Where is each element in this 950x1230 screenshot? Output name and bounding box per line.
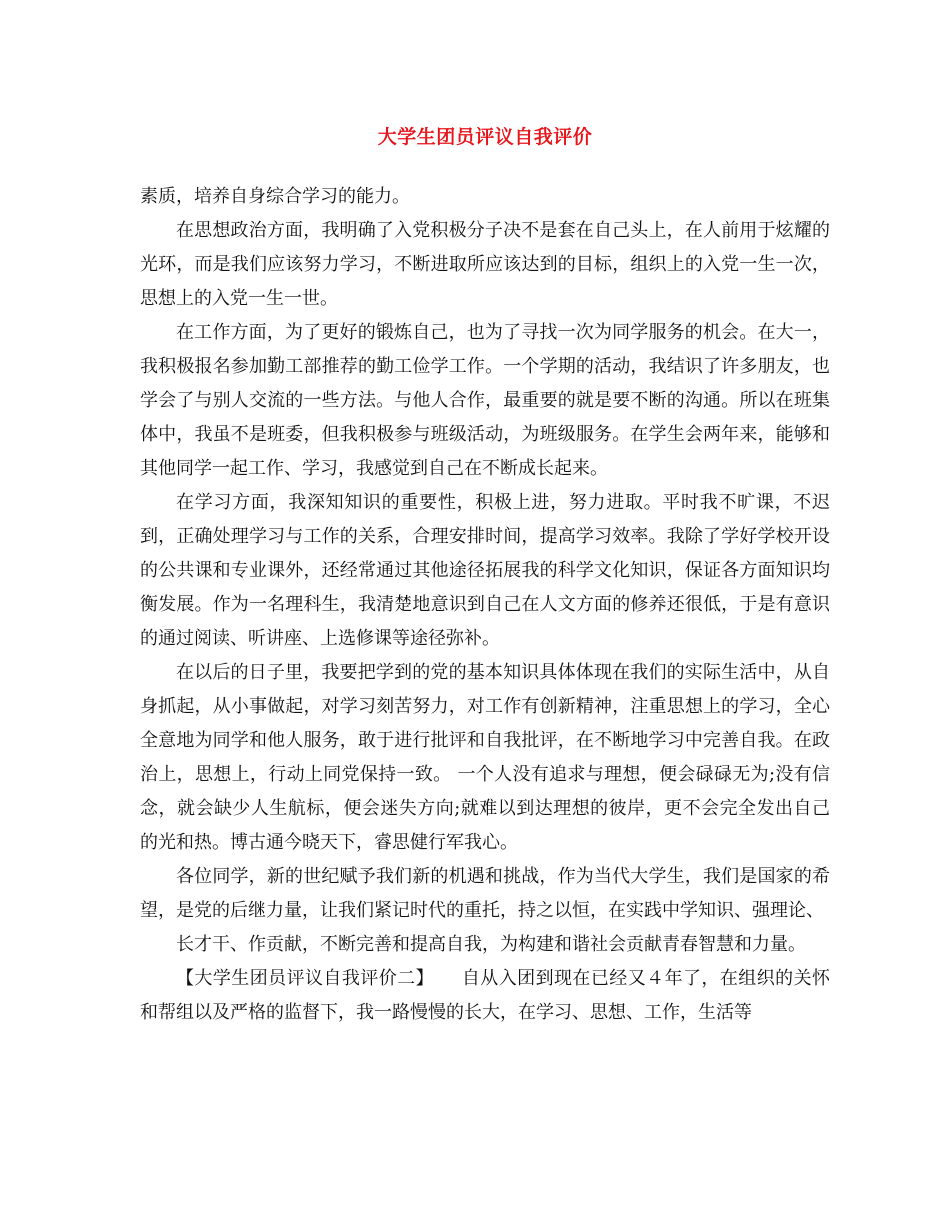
document-body	[140, 180, 830, 1030]
paragraph-3: 在工作方面，为了更好的锻炼自己，也为了寻找一次为同学服务的机会。在大一，我积极报名参加勤工部推荐的勤工俭学工作。一个学期的活动，我结识了许多朋友，也学会了与别人交流的一些方法。与他人合作，最重要的就是要不断的沟通。所以在班集体中，我虽不是班委，但我积极参与班级活动，为班级服务。在学生会两年来，能够和其他同学一起工作、学习，我感觉到自己在不断成长起来。	[140, 322, 830, 479]
paragraph-8: 【大学生团员评议自我评价二】 自从入团到现在已经又４年了，在组织的关怀和帮组以及严格的监督下，我一路慢慢的长大，在学习、思想、工作，生活等	[140, 968, 830, 1023]
paragraph-5: 在以后的日子里，我要把学到的党的基本知识具体体现在我们的实际生活中，从自身抓起，从小事做起，对学习刻苦努力，对工作有创新精神，注重思想上的学习，全心全意地为同学和他人服务，敢于进行批评和自我批评，在不断地学习中完善自我。在政治上，思想上，行动上同党保持一致。 一个人没有追求与理想，便会碌碌无为;没有信念，就会缺少人生航标，便会迷失方向;就难以到达理想的彼岸，更不会完全发出自己的光和热。博古通今晓天下，睿思健行军我心。	[140, 662, 830, 853]
paragraph-1: 素质，培养自身综合学习的能力。	[140, 186, 410, 207]
document-title: 大学生团员评议自我评价	[377, 126, 593, 148]
paragraph-4: 在学习方面，我深知知识的重要性，积极上进，努力进取。平时我不旷课，不迟到，正确处理学习与工作的关系，合理安排时间，提高学习效率。我除了学好学校开设的公共课和专业课外，还经常通过其他途径拓展我的科学文化知识，保证各方面知识均衡发展。作为一名理科生，我清楚地意识到自己在人文方面的修养还很低，于是有意识的通过阅读、听讲座、上选修课等途径弥补。	[140, 492, 830, 649]
paragraph-2: 在思想政治方面，我明确了入党积极分子决不是套在自己头上，在人前用于炫耀的光环，而是我们应该努力学习，不断进取所应该达到的目标，组织上的入党一生一次，思想上的入党一生一世。	[140, 220, 830, 309]
paragraph-6: 各位同学，新的世纪赋予我们新的机遇和挑战，作为当代大学生，我们是国家的希望，是党的后继力量，让我们紧记时代的重托，持之以恒，在实践中学知识、强理论、	[140, 866, 830, 921]
document-page	[140, 0, 830, 1230]
paragraph-7: 长才干、作贡献，不断完善和提高自我，为构建和谐社会贡献青春智慧和力量。	[176, 934, 806, 955]
